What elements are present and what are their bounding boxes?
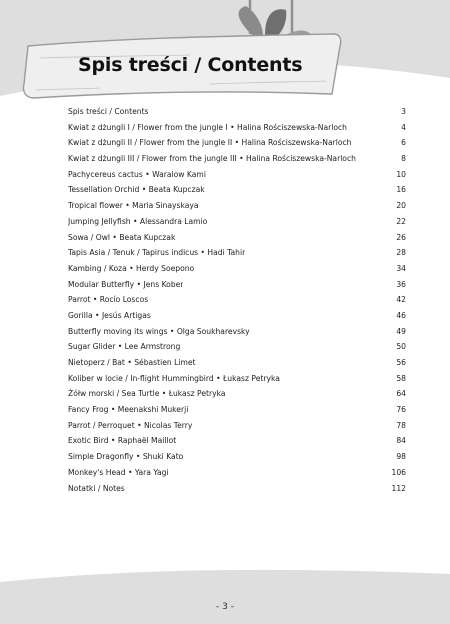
toc-entry xyxy=(68,339,406,355)
toc-entry-title: Gorilla • Jesús Artigas xyxy=(68,310,151,320)
toc-entry-title: Żółw morski / Sea Turtle • Łukasz Petryka xyxy=(68,389,226,399)
toc-entry-page: 64 xyxy=(396,389,406,399)
toc-entry xyxy=(68,198,406,214)
toc-entry xyxy=(68,135,406,151)
toc-entry-page: 8 xyxy=(401,154,406,164)
toc-entry-page: 6 xyxy=(401,138,406,148)
footer-decoration xyxy=(0,560,450,624)
toc-entry-title: Kwiat z dżungli I / Flower from the jungle I • Halina Rościszewska-Narloch xyxy=(68,122,347,132)
toc-entry xyxy=(68,402,406,418)
toc-entry xyxy=(68,151,406,167)
toc-entry-page: 46 xyxy=(396,310,406,320)
toc-entry-page: 16 xyxy=(396,185,406,195)
toc-entry xyxy=(68,104,406,120)
toc-entry-title: Pachycereus cactus • Waralow Kami xyxy=(68,169,206,179)
table-of-contents xyxy=(68,104,406,496)
toc-entry-title: Sugar Glider • Lee Armstrong xyxy=(68,342,181,352)
toc-entry-title: Tropical flower • Maria Sinayskaya xyxy=(68,201,199,211)
page-title: Spis treści / Contents xyxy=(78,54,303,76)
toc-entry-title: Modular Butterfly • Jens Kober xyxy=(68,279,184,289)
toc-entry-title: Spis treści / Contents xyxy=(68,107,149,116)
toc-entry-page: 98 xyxy=(396,452,406,462)
toc-entry xyxy=(68,386,406,402)
toc-entry xyxy=(68,433,406,449)
toc-entry xyxy=(68,324,406,340)
toc-entry-title: Fancy Frog • Meenakshi Mukerji xyxy=(68,405,189,415)
toc-entry-title: Nietoperz / Bat • Sébastien Limet xyxy=(68,358,196,367)
toc-entry xyxy=(68,182,406,198)
toc-entry xyxy=(68,214,406,230)
toc-entry-page: 22 xyxy=(396,216,406,226)
toc-entry-page: 34 xyxy=(396,263,406,273)
toc-entry-title: Parrot • Rocío Loscos xyxy=(68,295,149,305)
toc-entry xyxy=(68,245,406,261)
toc-entry-page: 10 xyxy=(396,169,406,179)
toc-entry-title: Koliber w locie / In-flight Hummingbird • Łukasz Petryka xyxy=(68,373,280,383)
toc-entry xyxy=(68,261,406,277)
toc-entry xyxy=(68,418,406,434)
toc-entry xyxy=(68,308,406,324)
toc-entry xyxy=(68,167,406,183)
toc-entry-page: 4 xyxy=(401,122,406,132)
toc-entry-title: Butterfly moving its wings • Olga Soukharevsky xyxy=(68,326,250,336)
toc-entry xyxy=(68,355,406,371)
toc-entry xyxy=(68,292,406,308)
toc-entry-page: 76 xyxy=(396,405,406,415)
toc-entry-page: 36 xyxy=(396,279,406,289)
toc-entry xyxy=(68,277,406,293)
toc-entry-page: 20 xyxy=(396,201,406,211)
toc-entry-title: Tapis Asia / Tenuk / Tapirus indicus • Hadi Tahir xyxy=(68,248,246,258)
toc-entry-title: Kambing / Koza • Herdy Soepono xyxy=(68,263,195,273)
toc-entry-title: Jumping Jellyfish • Alessandra Lamio xyxy=(68,216,208,226)
toc-entry xyxy=(68,230,406,246)
toc-entry-page: 106 xyxy=(391,467,406,477)
toc-entry-title: Exotic Bird • Raphaël Maillot xyxy=(68,436,177,446)
toc-entry-page: 3 xyxy=(401,107,406,116)
toc-entry-title: Tessellation Orchid • Beata Kupczak xyxy=(68,185,205,195)
page-number: - 3 - xyxy=(216,602,234,612)
toc-entry-page: 42 xyxy=(396,295,406,305)
toc-entry-title: Kwiat z dżungli III / Flower from the jungle III • Halina Rościszewska-Narloch xyxy=(68,154,356,164)
toc-entry xyxy=(68,120,406,136)
toc-entry-title: Parrot / Perroquet • Nicolas Terry xyxy=(68,420,193,430)
toc-entry xyxy=(68,465,406,481)
toc-entry-title: Monkey's Head • Yara Yagi xyxy=(68,467,169,477)
toc-entry-page: 58 xyxy=(396,373,406,383)
toc-entry-title: Sowa / Owl • Beata Kupczak xyxy=(68,232,176,242)
toc-entry xyxy=(68,371,406,387)
toc-entry-title: Kwiat z dżungli II / Flower from the jungle II • Halina Rościszewska-Narloch xyxy=(68,138,352,148)
toc-entry xyxy=(68,481,406,497)
toc-entry xyxy=(68,449,406,465)
toc-entry-page: 56 xyxy=(396,358,406,367)
toc-entry-title: Notatki / Notes xyxy=(68,483,125,493)
toc-entry-page: 28 xyxy=(396,248,406,258)
toc-entry-page: 84 xyxy=(396,436,406,446)
toc-entry-page: 26 xyxy=(396,232,406,242)
toc-entry-page: 50 xyxy=(396,342,406,352)
toc-entry-title: Simple Dragonfly • Shuki Kato xyxy=(68,452,184,462)
toc-entry-page: 78 xyxy=(396,420,406,430)
toc-entry-page: 49 xyxy=(396,326,406,336)
toc-entry-page: 112 xyxy=(391,483,406,493)
